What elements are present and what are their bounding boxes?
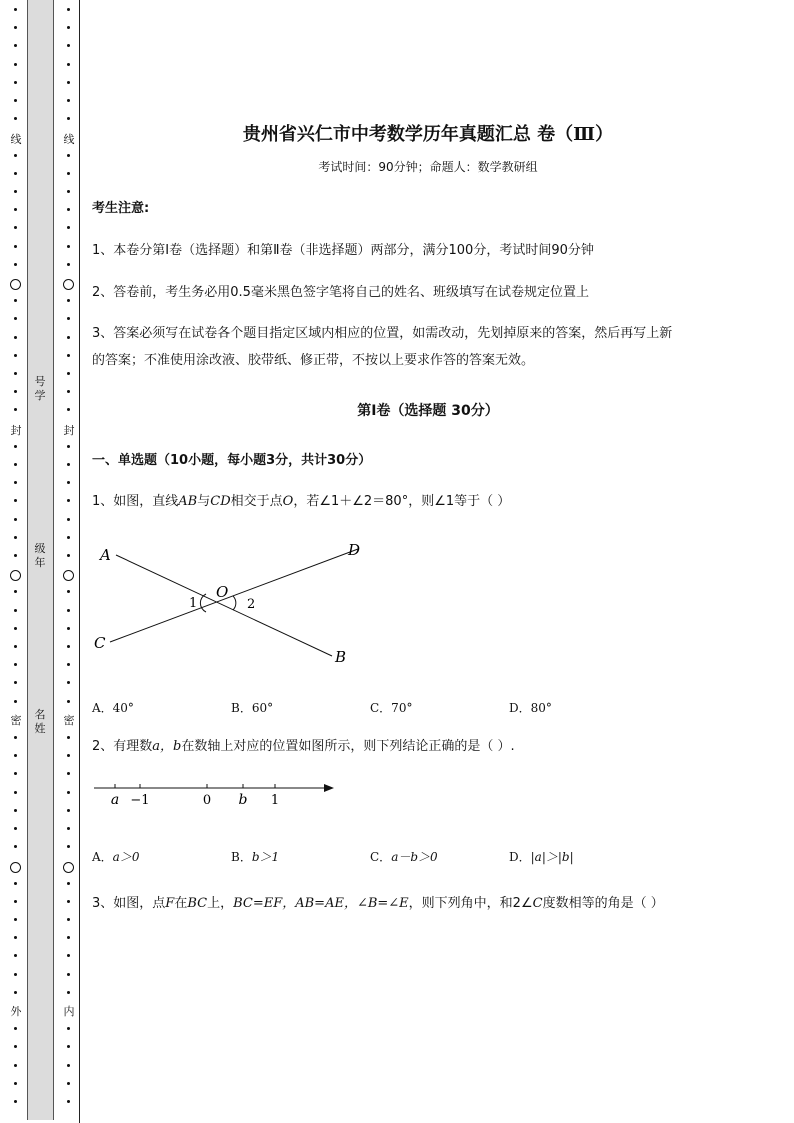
binding-dot <box>14 190 17 193</box>
label-angle-1: 1 <box>189 596 198 611</box>
angle-2-arc <box>233 596 236 610</box>
binding-dot <box>67 627 70 630</box>
axis-label-one: 1 <box>270 793 280 808</box>
binding-dot <box>14 390 17 393</box>
binding-dot <box>67 791 70 794</box>
binding-dot <box>67 645 70 648</box>
circle-marker <box>63 862 74 873</box>
binding-dot <box>14 354 17 357</box>
label-c: C <box>94 634 106 652</box>
axis-label-zero: 0 <box>202 793 212 808</box>
binding-dot <box>67 481 70 484</box>
option-b[interactable]: B．60° <box>231 701 274 715</box>
question-2-text: 2、有理数a，b在数轴上对应的位置如图所示，则下列结论正确的是（ ）. <box>92 739 515 754</box>
label-b: B <box>335 648 347 666</box>
circle-marker <box>63 570 74 581</box>
binding-dot <box>67 918 70 921</box>
binding-dot <box>67 518 70 521</box>
binding-dot <box>14 991 17 994</box>
notice-item-1: 1、本卷分第I卷（选择题）和第Ⅱ卷（非选择题）两部分，满分100分，考试时间90分钟 <box>92 243 594 258</box>
binding-dot <box>14 372 17 375</box>
notice-item-2: 2、答卷前，考生务必用0.5毫米黑色签字笔将自己的姓名、班级填写在试卷规定位置上 <box>92 285 589 300</box>
number-line <box>92 778 342 810</box>
binding-dot <box>14 1045 17 1048</box>
binding-dot <box>67 700 70 703</box>
part-1-title: 第Ⅰ卷（选择题 30分） <box>357 403 499 419</box>
binding-dot <box>14 554 17 557</box>
binding-dot <box>14 918 17 921</box>
binding-dot <box>14 63 17 66</box>
binding-dot <box>14 336 17 339</box>
circle-marker <box>63 279 74 290</box>
exam-info: 考试时间：90分钟；命题人：数学教研组 <box>318 160 538 174</box>
binding-dot <box>67 299 70 302</box>
field-nianji: 级年 <box>34 542 46 569</box>
binding-dot <box>67 408 70 411</box>
binding-dot <box>14 627 17 630</box>
binding-dot <box>67 609 70 612</box>
field-xingming: 名姓 <box>34 708 46 735</box>
binding-dot <box>14 245 17 248</box>
binding-dot <box>14 754 17 757</box>
binding-dot <box>67 117 70 120</box>
circle-marker <box>10 862 21 873</box>
binding-dot <box>67 463 70 466</box>
notice-item-3-line-2: 的答案；不准使用涂改液、胶带纸、修正带，不按以上要求作答的答案无效。 <box>92 353 535 368</box>
binding-dot <box>67 26 70 29</box>
notice-item-3-line-1: 3、答案必须写在试卷各个题目指定区域内相应的位置，如需改动，先划掉原来的答案，然后再写上新 <box>92 326 673 341</box>
option-d[interactable]: D．|a|＞|b| <box>509 850 574 864</box>
binding-dot <box>67 190 70 193</box>
binding-dot <box>67 900 70 903</box>
field-xuehao: 号学 <box>34 375 46 402</box>
binding-dot <box>14 317 17 320</box>
binding-dot <box>14 681 17 684</box>
mark-xian-inner: 线 <box>61 133 77 147</box>
binding-dot <box>14 536 17 539</box>
binding-dot <box>14 1064 17 1067</box>
notice-heading: 考生注意: <box>92 201 150 216</box>
binding-dot <box>67 154 70 157</box>
option-a[interactable]: A．40° <box>92 701 134 715</box>
binding-dot <box>14 463 17 466</box>
binding-dot <box>14 882 17 885</box>
binding-dot <box>67 390 70 393</box>
binding-dot <box>14 299 17 302</box>
mark-nei: 内 <box>61 1005 77 1019</box>
axis-label-b: b <box>238 792 248 808</box>
binding-dot <box>67 499 70 502</box>
binding-dot <box>67 172 70 175</box>
binding-dot <box>14 8 17 11</box>
binding-dot <box>14 827 17 830</box>
binding-dot <box>14 645 17 648</box>
binding-dot <box>67 936 70 939</box>
binding-dot <box>67 681 70 684</box>
binding-dot <box>14 499 17 502</box>
binding-dot <box>67 336 70 339</box>
binding-margin <box>0 0 82 1123</box>
binding-dot <box>67 317 70 320</box>
binding-dot <box>14 954 17 957</box>
binding-dot <box>67 590 70 593</box>
binding-dot <box>67 245 70 248</box>
binding-dot <box>14 408 17 411</box>
binding-dot <box>14 226 17 229</box>
question-3-text: 3、如图，点F在BC上，BC=EF，AB=AE，∠B=∠E，则下列角中，和2∠C度数相等的角是（ ） <box>92 896 664 911</box>
label-d: D <box>347 541 360 559</box>
section-heading: 一、单选题（10小题，每小题3分，共计30分） <box>92 453 372 468</box>
binding-dot <box>14 1082 17 1085</box>
binding-dot <box>67 44 70 47</box>
binding-dot <box>67 991 70 994</box>
inner-dot-column <box>64 0 74 1123</box>
binding-dot <box>67 63 70 66</box>
binding-dot <box>14 1027 17 1030</box>
option-c[interactable]: C．a－b＞0 <box>370 850 438 864</box>
binding-rule-line <box>79 0 80 1123</box>
binding-dot <box>67 1027 70 1030</box>
binding-dot <box>67 81 70 84</box>
option-c[interactable]: C．70° <box>370 701 413 715</box>
binding-dot <box>14 99 17 102</box>
binding-dot <box>67 772 70 775</box>
binding-dot <box>67 1045 70 1048</box>
binding-dot <box>14 973 17 976</box>
mark-mi-inner: 密 <box>61 714 77 728</box>
binding-dot <box>14 900 17 903</box>
binding-dot <box>14 44 17 47</box>
binding-dot <box>67 99 70 102</box>
circle-marker <box>10 279 21 290</box>
binding-dot <box>67 372 70 375</box>
binding-dot <box>14 208 17 211</box>
binding-dot <box>67 445 70 448</box>
binding-dot <box>67 973 70 976</box>
binding-dot <box>14 736 17 739</box>
binding-dot <box>67 736 70 739</box>
axis-label-a: a <box>110 792 120 808</box>
binding-dot <box>14 791 17 794</box>
binding-dot <box>67 882 70 885</box>
binding-dot <box>67 208 70 211</box>
mark-xian-outer: 线 <box>8 133 24 147</box>
outer-dot-column <box>11 0 21 1123</box>
option-d[interactable]: D．80° <box>509 701 552 715</box>
mark-mi-outer: 密 <box>8 714 24 728</box>
binding-dot <box>14 809 17 812</box>
binding-dot <box>67 1064 70 1067</box>
question-1-text: 1、如图，直线AB与CD相交于点O，若∠1＋∠2＝80°，则∠1等于（ ） <box>92 494 511 509</box>
axis-label-minus-1: −1 <box>130 793 150 808</box>
binding-dot <box>14 845 17 848</box>
binding-dot <box>14 1100 17 1103</box>
binding-dot <box>14 172 17 175</box>
line-cd <box>110 549 358 642</box>
binding-dot <box>14 700 17 703</box>
mark-feng-inner: 封 <box>61 424 77 438</box>
binding-dot <box>67 845 70 848</box>
binding-dot <box>67 827 70 830</box>
binding-dot <box>67 8 70 11</box>
mark-wai: 外 <box>8 1005 24 1019</box>
page-title: 贵州省兴仁市中考数学历年真题汇总 卷（Ⅲ） <box>242 124 614 145</box>
circle-marker <box>10 570 21 581</box>
question-1-figure <box>92 535 362 670</box>
binding-dot <box>67 663 70 666</box>
binding-dot <box>14 26 17 29</box>
binding-dot <box>14 81 17 84</box>
binding-dot <box>14 609 17 612</box>
binding-dot <box>14 445 17 448</box>
binding-dot <box>67 354 70 357</box>
binding-dot <box>67 954 70 957</box>
binding-dot <box>14 663 17 666</box>
binding-dot <box>14 481 17 484</box>
axis-arrow <box>324 784 334 792</box>
binding-dot <box>67 1082 70 1085</box>
binding-dot <box>67 754 70 757</box>
line-ab <box>116 555 332 656</box>
mark-feng-outer: 封 <box>8 424 24 438</box>
binding-dot <box>67 263 70 266</box>
binding-dot <box>14 772 17 775</box>
binding-dot <box>14 154 17 157</box>
binding-dot <box>14 117 17 120</box>
binding-dot <box>14 518 17 521</box>
binding-dot <box>14 936 17 939</box>
binding-dot <box>67 809 70 812</box>
binding-dot <box>67 1100 70 1103</box>
binding-dot <box>14 590 17 593</box>
label-o: O <box>216 583 229 601</box>
label-angle-2: 2 <box>247 597 256 612</box>
binding-dot <box>67 554 70 557</box>
binding-dot <box>67 226 70 229</box>
binding-dot <box>14 263 17 266</box>
label-a: A <box>100 546 111 564</box>
option-b[interactable]: B．b＞1 <box>231 850 280 864</box>
option-a[interactable]: A．a＞0 <box>92 850 140 864</box>
binding-dot <box>67 536 70 539</box>
